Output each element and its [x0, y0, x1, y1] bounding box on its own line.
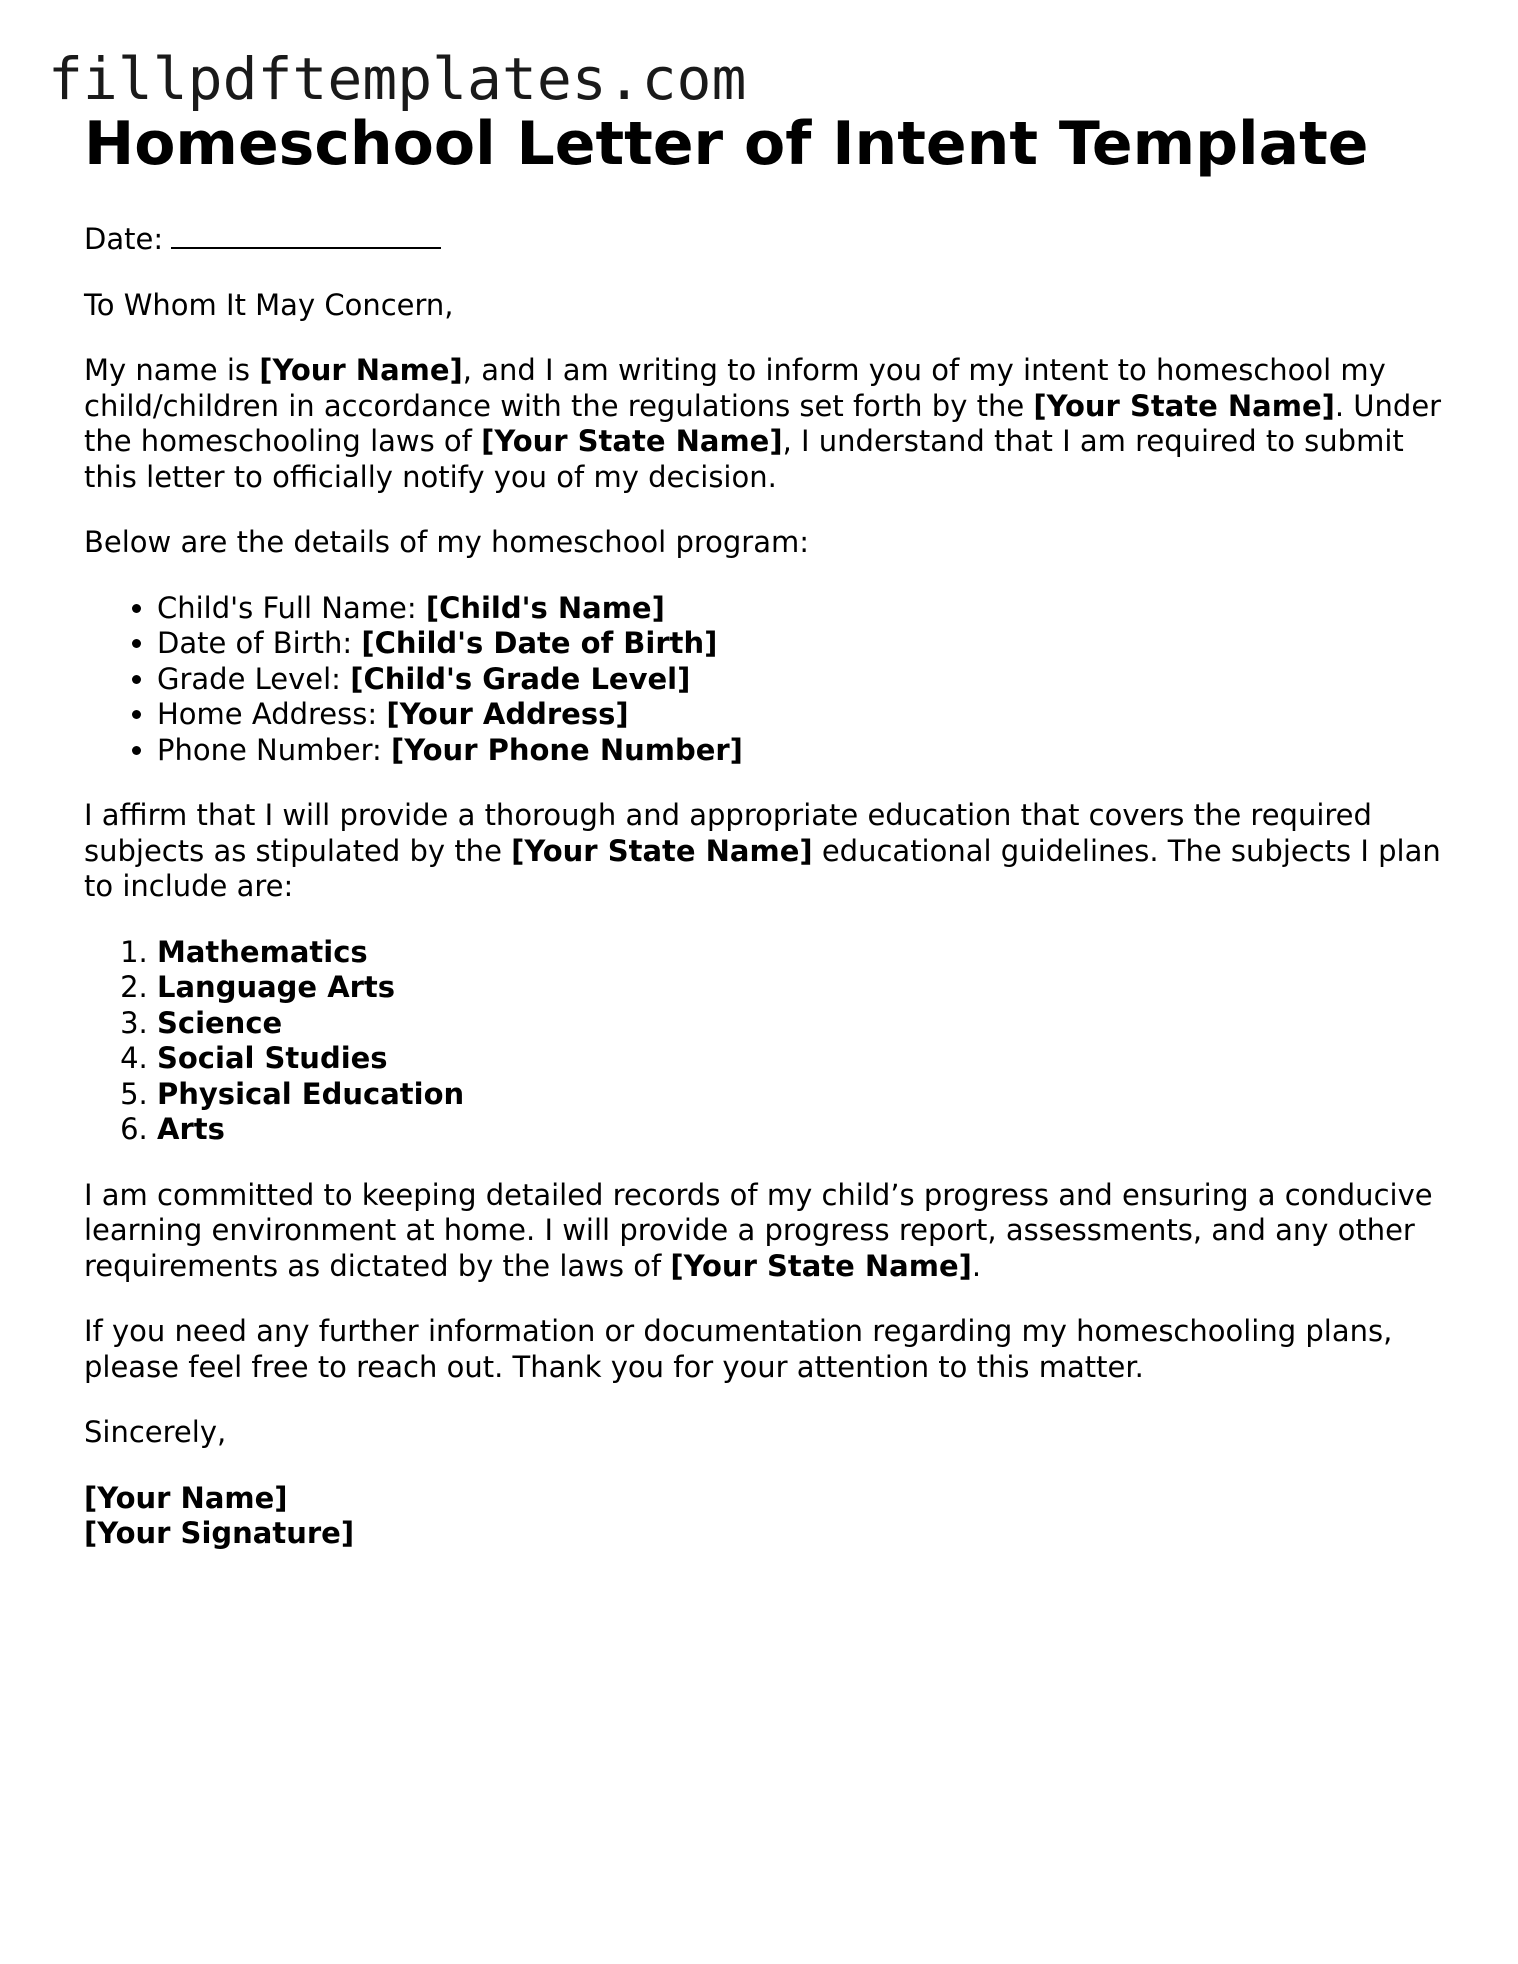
- letter-body: [84, 106, 1454, 1582]
- placeholder-state-name: [Your State Name]: [481, 424, 783, 458]
- date-line: [84, 221, 1454, 258]
- detail-label: Phone Number:: [157, 732, 392, 767]
- affirm-paragraph: [84, 798, 1454, 905]
- list-item: [157, 662, 1454, 698]
- list-item: [157, 697, 1454, 733]
- subject-name: Arts: [157, 1112, 225, 1146]
- subject-item: [157, 1112, 1454, 1148]
- detail-label: Home Address:: [157, 697, 387, 731]
- list-item: [157, 626, 1454, 662]
- subject-item: [157, 935, 1454, 971]
- date-blank-field[interactable]: [171, 221, 441, 249]
- signature-block: [84, 1481, 1454, 1552]
- subject-item: [157, 970, 1454, 1006]
- intro-text-1: My name is: [84, 353, 260, 387]
- watermark-site-name: fillpdftemplates.com: [48, 45, 747, 113]
- commitment-paragraph: [84, 1178, 1454, 1285]
- closing: Sincerely,: [84, 1415, 227, 1449]
- subject-name: Physical Education: [157, 1076, 465, 1111]
- salutation: To Whom It May Concern,: [84, 287, 454, 322]
- subjects-list: [84, 935, 1454, 1148]
- detail-value: [Child's Grade Level]: [350, 661, 691, 696]
- placeholder-your-name: [Your Name]: [259, 353, 463, 387]
- detail-value: [Child's Date of Birth]: [361, 626, 718, 660]
- detail-label: Date of Birth:: [157, 626, 362, 660]
- detail-label: Child's Full Name:: [157, 590, 426, 625]
- intro-text-4: , I understand that I am required to submit this letter to officially notify you of my decision.: [84, 424, 1404, 494]
- details-intro: Below are the details of my homeschool program:: [84, 525, 809, 559]
- subject-item: [157, 1006, 1454, 1042]
- subject-name: Language Arts: [157, 970, 396, 1004]
- commit-text-1: I am committed to keeping detailed records of my child’s progress and ensuring a conducive learning environment at home. I will provide a progress report, assessments, and any other requirements as dictated by the laws of: [84, 1177, 1433, 1283]
- placeholder-state-name: [Your State Name]: [511, 833, 813, 868]
- details-list: [84, 591, 1454, 769]
- affirm-text-1: I affirm that I will provide a thorough and appropriate education that covers the required subjects as stipulated by the: [84, 798, 1372, 868]
- subject-name: Science: [157, 1005, 283, 1040]
- placeholder-state-name: [Your State Name]: [1033, 388, 1335, 423]
- signature-name: [Your Name]: [84, 1480, 288, 1515]
- affirm-text-2: educational guidelines. The subjects I plan to include are:: [84, 833, 1441, 903]
- intro-paragraph: [84, 353, 1454, 495]
- subject-name: Mathematics: [157, 934, 368, 969]
- subject-item: [157, 1041, 1454, 1077]
- detail-value: [Your Address]: [386, 697, 629, 731]
- detail-value: [Child's Name]: [425, 590, 665, 625]
- signature-sign: [Your Signature]: [84, 1516, 355, 1550]
- list-item: [157, 591, 1454, 627]
- intro-text-3: . Under the homeschooling laws of: [84, 388, 1442, 458]
- detail-label: Grade Level:: [157, 661, 351, 696]
- placeholder-state-name: [Your State Name]: [670, 1248, 972, 1283]
- date-label: Date:: [84, 222, 164, 256]
- list-item: [157, 733, 1454, 769]
- commit-text-2: .: [971, 1248, 982, 1283]
- page-title: Homeschool Letter of Intent Template: [84, 109, 1369, 179]
- subject-item: [157, 1077, 1454, 1113]
- further-info-paragraph: If you need any further information or documentation regarding my homeschooling plans, please feel free to reach out. Thank you for your attention to this matter.: [84, 1314, 1393, 1384]
- intro-text-2: , and I am writing to inform you of my intent to homeschool my child/children in accordance with the regulations set forth by the: [84, 353, 1386, 423]
- subject-name: Social Studies: [157, 1041, 388, 1075]
- detail-value: [Your Phone Number]: [391, 732, 743, 767]
